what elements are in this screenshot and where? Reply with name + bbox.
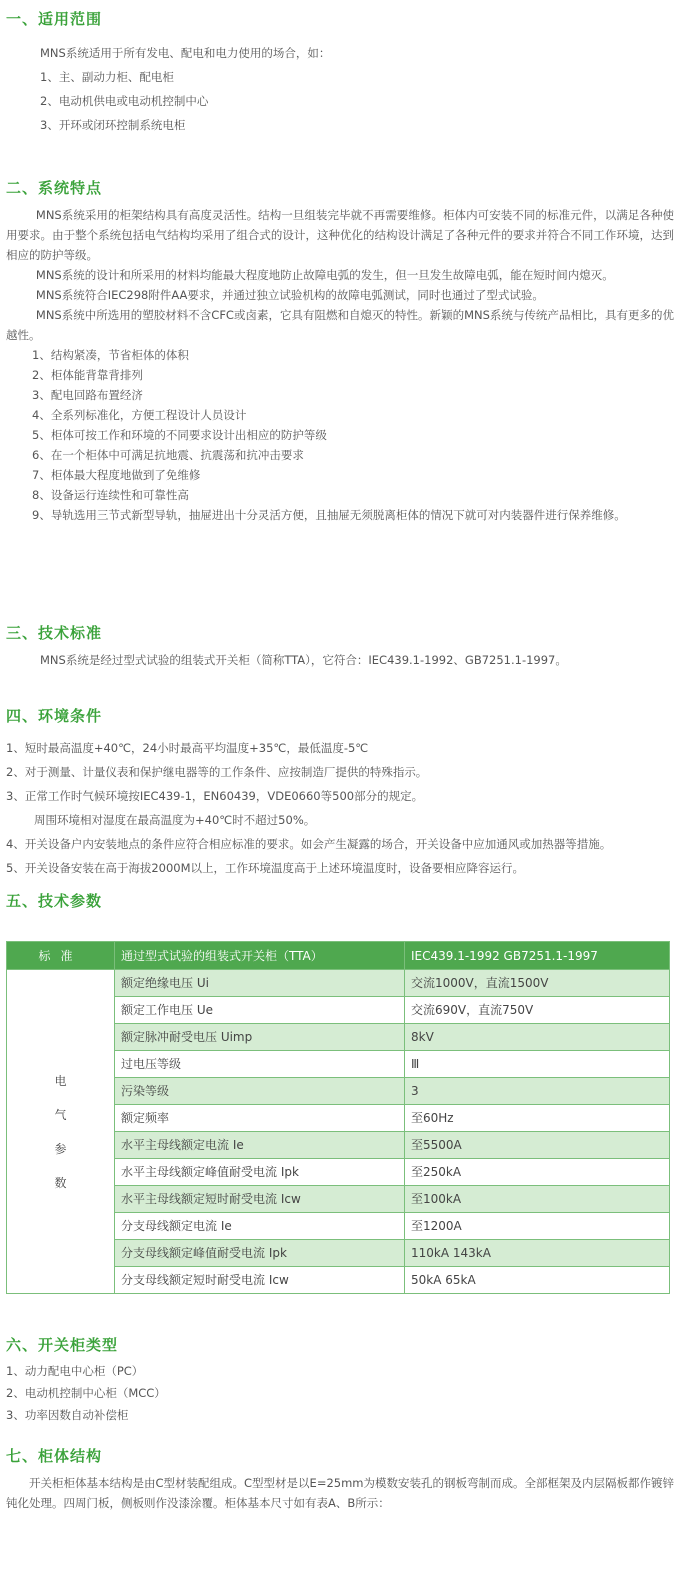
list-item: 3、开环或闭环控制系统电柜	[40, 118, 186, 132]
param-value: 交流1000V，直流1500V	[405, 970, 670, 997]
param-value: 110kA 143kA	[405, 1240, 670, 1267]
param-name: 分支母线额定峰值耐受电流 Ipk	[115, 1240, 405, 1267]
table-header-row	[7, 942, 670, 970]
structure-text: 开关柜柜体基本结构是由C型材装配组成。C型型材是以E=25mm为模数安装孔的钢板弯制而成。全部框架及内层隔板都作镀锌钝化处理。四周门板，侧板则作没漆涂覆。柜体基本尺寸如有表A、B所示：	[6, 1476, 674, 1510]
param-value: 交流690V，直流750V	[405, 997, 670, 1024]
section-environment	[6, 705, 674, 880]
param-name: 额定频率	[115, 1105, 405, 1132]
param-name: 污染等级	[115, 1078, 405, 1105]
paragraph: MNS系统中所选用的塑胶材料不含CFC或卤素，它具有阻燃和自熄灭的特性。新颖的MNS系统与传统产品相比，具有更多的优越性。	[6, 308, 674, 342]
param-value: 至250kA	[405, 1159, 670, 1186]
list-item: 9、导轨选用三节式新型导轨，抽屉进出十分灵活方便，且抽屉无须脱离柜体的情况下就可对内装器件进行保养维修。	[32, 508, 626, 522]
table-row	[7, 970, 670, 997]
param-name: 分支母线额定电流 Ie	[115, 1213, 405, 1240]
list-item: 3、配电回路布置经济	[32, 388, 143, 402]
param-value: 至100kA	[405, 1186, 670, 1213]
section-title: 二、系统特点	[6, 179, 103, 197]
list-item: 1、结构紧凑，节省柜体的体积	[32, 348, 189, 362]
list-item: 2、对于测量、计量仪表和保护继电器等的工作条件、应按制造厂提供的特殊指示。	[6, 765, 428, 779]
section-cabinet-types	[6, 1334, 674, 1426]
section-title: 三、技术标准	[6, 624, 103, 642]
section-standards	[6, 622, 674, 670]
section-title: 五、技术参数	[6, 892, 103, 910]
list-item: 3、正常工作时气候环境按IEC439-1，EN60439，VDE0660等500部分的规定。	[6, 789, 424, 803]
paragraph: MNS系统的设计和所采用的材料均能最大程度地防止故障电弧的发生，但一旦发生故障电弧，能在短时间内熄灭。	[35, 268, 614, 282]
param-value: Ⅲ	[405, 1051, 670, 1078]
list-item: 1、短时最高温度+40℃，24小时最高平均温度+35℃，最低温度-5℃	[6, 741, 369, 755]
list-item: 2、柜体能背靠背排列	[32, 368, 143, 382]
section-title: 七、柜体结构	[6, 1447, 103, 1465]
section-parameters	[6, 890, 674, 912]
header-codes: IEC439.1-1992 GB7251.1-1997	[405, 942, 670, 970]
category-char: 气	[54, 1107, 67, 1122]
param-name: 额定脉冲耐受电压 Uimp	[115, 1024, 405, 1051]
param-value: 至1200A	[405, 1213, 670, 1240]
list-item: 周围环境相对湿度在最高温度为+40℃时不超过50%。	[34, 813, 316, 827]
parameters-table	[6, 941, 670, 1294]
list-item: 6、在一个柜体中可满足抗地震、抗震荡和抗冲击要求	[32, 448, 304, 462]
param-name: 额定工作电压 Ue	[115, 997, 405, 1024]
list-item: 5、柜体可按工作和环境的不同要求设计出相应的防护等级	[32, 428, 327, 442]
list-item: 8、设备运行连续性和可靠性高	[32, 488, 189, 502]
param-name: 水平主母线额定电流 Ie	[115, 1132, 405, 1159]
paragraph: MNS系统采用的柜架结构具有高度灵活性。结构一旦组装完毕就不再需要维修。柜体内可安装不同的标准元件，以满足各种使用要求。由于整个系统包括电气结构均采用了组合式的设计，这种优化的结构设计满足了各种元件的要求并符合不同工作环境，达到相应的防护等级。	[6, 208, 674, 262]
param-value: 至60Hz	[405, 1105, 670, 1132]
list-item: 4、开关设备户内安装地点的条件应符合相应标准的要求。如会产生凝露的场合，开关设备中应加通风或加热器等措施。	[6, 837, 612, 851]
list-item: 1、主、副动力柜、配电柜	[40, 70, 174, 84]
category-char: 电	[54, 1073, 67, 1088]
category-cell	[7, 970, 115, 1294]
list-item: 4、全系列标准化，方便工程设计人员设计	[32, 408, 247, 422]
paragraph: MNS系统符合IEC298附件AA要求，并通过独立试验机构的故障电弧测试，同时也通过了型式试验。	[35, 288, 544, 302]
header-tta: 通过型式试验的组装式开关柜（TTA）	[115, 942, 405, 970]
param-value: 3	[405, 1078, 670, 1105]
section-features	[6, 177, 674, 525]
param-name: 额定绝缘电压 Ui	[115, 970, 405, 997]
section-title: 一、适用范围	[6, 10, 103, 28]
category-char: 数	[54, 1175, 67, 1190]
section-cabinet-structure	[6, 1445, 674, 1513]
section-intro: MNS系统适用于所有发电、配电和电力使用的场合，如：	[40, 46, 331, 60]
section-title: 六、开关柜类型	[6, 1336, 119, 1354]
param-value: 50kA 65kA	[405, 1267, 670, 1294]
section-title: 四、环境条件	[6, 707, 103, 725]
param-name: 水平主母线额定峰值耐受电流 Ipk	[115, 1159, 405, 1186]
param-name: 分支母线额定短时耐受电流 Icw	[115, 1267, 405, 1294]
param-name: 过电压等级	[115, 1051, 405, 1078]
param-value: 至5500A	[405, 1132, 670, 1159]
param-name: 水平主母线额定短时耐受电流 Icw	[115, 1186, 405, 1213]
list-item: 2、电动机供电或电动机控制中心	[40, 94, 209, 108]
param-value: 8kV	[405, 1024, 670, 1051]
list-item: 1、动力配电中心柜（PC）	[6, 1364, 144, 1378]
section-scope	[6, 8, 674, 137]
header-standard: 标准	[7, 942, 115, 970]
list-item: 3、功率因数自动补偿柜	[6, 1408, 129, 1422]
list-item: 7、柜体最大程度地做到了免维修	[32, 468, 201, 482]
list-item: 5、开关设备安装在高于海拔2000M以上，工作环境温度高于上述环境温度时，设备要相应降容运行。	[6, 861, 525, 875]
standards-text: MNS系统是经过型式试验的组装式开关柜（简称TTA），它符合：IEC439.1-1992、GB7251.1-1997。	[40, 653, 567, 667]
category-char: 参	[54, 1141, 67, 1156]
list-item: 2、电动机控制中心柜（MCC）	[6, 1386, 166, 1400]
